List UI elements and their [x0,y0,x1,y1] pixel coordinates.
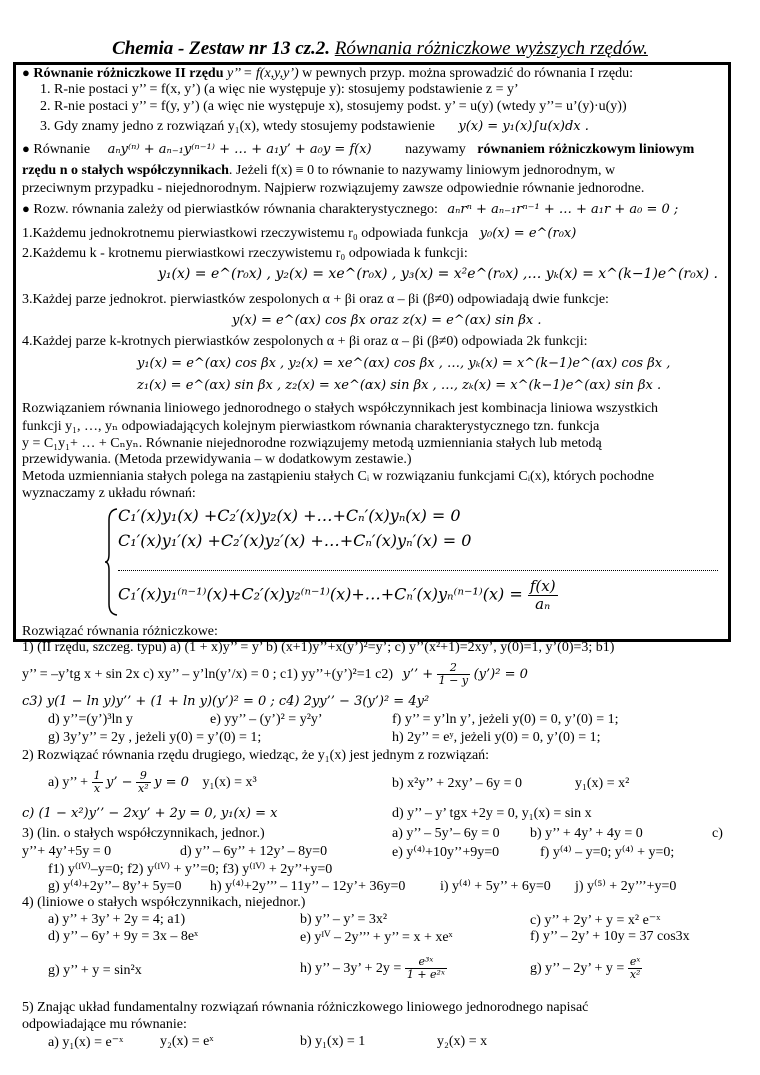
exercise-5-a-y2: y₂(x) = eˣ [160,1034,214,1049]
fraction-denominator: x² [138,782,149,796]
exercise-3-j: j) y⁽⁵⁾ + 2y’’’+y=0 [575,879,677,894]
text-char-eq: Rozw. równania zależy od pierwiastków równania charakterystycznego: [33,202,438,217]
exercise-1-b1-c: y’’ = –y’tg x + sin 2x c) xy’’ – y’ln(y’/x) = 0 ; c1) yy’’+(y’)²=1 c2) [22,666,394,682]
theory-line-14: 4.Każdej parze k-krotnych pierwiastków zespolonych α + βi oraz α – βi (β≠0) odpowiada 2k funkcji: [22,334,588,349]
eq-second-order: y’’ = f(x,y,y’) [223,66,299,81]
exercises-heading: Rozwiązać równania różniczkowe: [22,624,218,639]
fraction-denominator: x [93,782,101,796]
exercise-1-h: h) 2y’’ = eʸ, jeżeli y(0) = 0, y’(0) = 1; [392,730,601,745]
text-homogeneous: . Jeżeli f(x) ≡ 0 to równanie to nazywamy liniowym jednorodnym, w [228,163,616,178]
exercise-2-a-fraction-2 [136,770,151,795]
fraction-numerator: 1 [93,769,101,782]
exercise-3-heading: 3) (lin. o stałych współczynnikach, jednor.) [22,826,265,841]
exercise-3-c: y’’+ 4y’+5y = 0 [22,844,112,859]
text-rule-1: 1.Każdemu jednokrotnemu pierwiastkowi rzeczywistemu r₀ odpowiada funkcja [22,226,469,241]
exercise-2-b-y1: y₁(x) = x² [575,776,630,791]
system-row-1: C₁′(x)y₁(x) +C₂′(x)y₂(x) +…+Cₙ′(x)yₙ(x) = 0 [118,506,461,525]
exercise-1-c2-lhs: y’’ + [402,666,434,682]
exercise-5-heading-cont: odpowiadające mu równanie: [22,1017,187,1032]
bullet-icon: ● [22,201,30,216]
exercise-3-a: a) y’’ – 5y’– 6y = 0 [392,826,500,841]
exercise-3-d: d) y’’ – 6y’’ + 12y’ – 8y=0 [180,844,328,859]
bullet-icon: ● [22,141,30,156]
eq-linear-n: aₙy⁽ⁿ⁾ + aₙ₋₁y⁽ⁿ⁻¹⁾ + … + a₁y’ + a₀y = f(x) [107,142,372,157]
title-subtitle: Równania różniczkowe wyższych rzędów. [334,38,648,59]
theory-line-19: y = C₁y₁+ … + Cₙyₙ. Równanie niejednorodne rozwiązujemy metodą uzmienniania stałych lub metodą [22,436,602,451]
eq-substitution: y(x) = y₁(x)∫u(x)dx . [458,119,589,134]
exercise-4-b: b) y’’ – y’ = 3x² [300,912,388,927]
theory-line-17: Rozwiązaniem równania liniowego jednorodnego o stałych współczynnikach jest kombinacja liniowa wszystkich [22,401,659,416]
eq-characteristic: aₙrⁿ + aₙ₋₁rⁿ⁻¹ + … + a₁r + a₀ = 0 ; [447,202,679,217]
exercise-4-g2-fraction [628,956,643,981]
exercise-4-g2-lhs: g) y’’ – 2y’ + y = [530,960,625,976]
text-substitution: 3. Gdy znamy jedno z rozwiązań y₁(x), wtedy stosujemy podstawienie [40,119,435,134]
fraction-denominator: 1 − y [438,674,469,688]
theory-line-5 [22,141,694,158]
system-row-3-fraction [528,578,558,612]
exercise-1-c2-fraction [437,662,470,687]
title-main: Chemia - Zestaw nr 13 cz.2. [112,38,331,59]
eq-rule-1: y₀(x) = e^(r₀x) [479,226,577,241]
system-row-2: C₁′(x)y₁′(x) +C₂′(x)y₂′(x) +…+Cₙ′(x)yₙ′(x) = 0 [118,531,472,550]
exercise-1-line-1: 1) (II rzędu, szczeg. typu) a) (1 + x)y’’ = y’ b) (x+1)y’’+x(y’)²=y’; c) y’’(x²+1)=2xy’, y(0)=1, y’(0)=3; b1) [22,640,615,655]
exercise-4-f: f) y’’ – 2y’ + 10y = 37 cos3x [530,929,690,944]
fraction-denominator: x² [629,968,641,982]
eq-rule-4-z: z₁(x) = e^(αx) sin βx , z₂(x) = xe^(αx) sin βx , …, zₖ(x) = x^(k−1)e^(αx) sin βx . [137,378,662,393]
system-row-3-lhs: C₁′(x)y₁⁽ⁿ⁻¹⁾(x)+C₂′(x)y₂⁽ⁿ⁻¹⁾(x)+…+Cₙ′(x)yₙ⁽ⁿ⁻¹⁾(x) = [118,584,523,604]
exercise-2-a-y1: y₁(x) = x³ [202,774,257,790]
exercise-5-a-y1: a) y₁(x) = e⁻ˣ [48,1035,124,1050]
exercise-3-c-label: c) [712,826,723,841]
exercise-3-i: i) y⁽⁴⁾ + 5y’’ + 6y=0 [440,879,551,894]
eq-rule-4-y: y₁(x) = e^(αx) cos βx , y₂(x) = xe^(αx) cos βx , …, yₖ(x) = x^(k−1)e^(αx) cos βx , [137,356,671,371]
system-row-3 [118,578,558,612]
exercise-2-a-mid: y’ − [106,774,133,790]
exercise-3-g: g) y⁽⁴⁾+2y’’– 8y’+ 5y=0 [48,879,182,894]
exercise-2-b: b) x²y’’ + 2xy’ – 6y = 0 [392,776,523,791]
exercise-2-a-rhs: y = 0 [154,774,189,790]
exercise-2-a-fraction-1 [92,770,103,795]
theory-line-4 [40,119,589,135]
text-reduce: w pewnych przyp. można sprowadzić do równania I rzędu: [298,66,633,81]
fraction-denominator: 1 + e²ˣ [406,968,445,982]
exercise-1-line-2 [22,662,528,687]
exercise-4-a: a) y’’ + 3y’ + 2y = 4; a1) [48,912,186,927]
exercise-3-f123: f1) y⁽ᴵⱽ⁾–y=0; f2) y⁽ᴵⱽ⁾ + y’’=0; f3) y⁽ᴵⱽ⁾ + 2y’’+y=0 [48,862,333,877]
exercise-2-a [48,770,257,795]
theory-line-6 [22,163,615,179]
exercise-3-e: e) y⁽⁴⁾+10y’’+9y=0 [392,845,500,860]
exercise-2-c: c) (1 − x²)y’’ − 2xy’ + 2y = 0, y₁(x) = x [22,806,278,821]
exercise-1-c2-rhs: (y’)² = 0 [473,666,528,682]
exercise-3-f: f) y⁽⁴⁾ – y=0; y⁽⁴⁾ + y=0; [540,845,675,860]
exercise-5-b-y2: y₂(x) = x [437,1034,488,1049]
exercise-4-h-lhs: h) y’’ – 3y’ + 2y = [300,960,402,976]
fraction-numerator: 2 [437,662,470,675]
exercise-2-d: d) y’’ – y’ tgx +2y = 0, y₁(x) = sin x [392,806,592,821]
exercise-2-heading: 2) Rozwiązać równania rzędu drugiego, wiedząc, że y₁(x) jest jednym z rozwiązań: [22,748,490,763]
theory-line-1 [22,65,633,82]
exercise-4-g: g) y’’ + y = sin²x [48,963,142,978]
eq-rule-2: y₁(x) = e^(r₀x) , y₂(x) = xe^(r₀x) , y₃(x) = x²e^(r₀x) ,… yₖ(x) = x^(k−1)e^(r₀x) . [158,266,718,282]
exercise-4-d: d) y’’ – 6y’ + 9y = 3x – 8eˣ [48,929,199,944]
theory-line-18: funkcji y₁, …, yₙ odpowiadających kolejnym pierwiastkom równania charakterystycznego tzn. funkcja [22,419,600,434]
theory-line-10: 2.Każdemu k - krotnemu pierwiastkowi rzeczywistemu r₀ odpowiada k funkcji: [22,246,468,261]
theory-line-8 [22,201,678,218]
exercise-3-h: h) y⁽⁴⁾+2y’’’ – 11y’’ – 12y’+ 36y=0 [210,879,406,894]
exercise-3-b: b) y’’ + 4y’ + 4y = 0 [530,826,643,841]
text-equation: Równanie [33,142,91,157]
exercise-5-heading: 5) Znając układ fundamentalny rozwiązań równania różniczkowego liniowego jednorodnego napisać [22,1000,589,1015]
eq-rule-3: y(x) = e^(αx) cos βx oraz z(x) = e^(αx) sin βx . [232,313,542,328]
fraction-numerator: eˣ [628,956,643,969]
left-brace-icon [104,508,118,616]
exercise-1-c3-c4: c3) y(1 − ln y)y’’ + (1 + ln y)(y’)² = 0 ; c4) 2yy’’ − 3(y’)² = 4y² [22,694,430,709]
term-const-coeff: rzędu n o stałych współczynnikach [22,163,229,178]
fraction-numerator: e³ˣ [405,956,447,969]
exercise-4-h [300,956,447,981]
theory-line-3: 2. R-nie postaci y’’ = f(y, y’) (a więc nie występuje x), stosujemy podst. y’ = u(y) (wtedy y’’= u’(y)·u(y)) [40,99,627,114]
exercise-1-g: g) 3y’y’’ = 2y , jeżeli y(0) = y’(0) = 1; [48,730,262,745]
bullet-icon: ● [22,65,30,80]
page-title [0,38,760,60]
term-second-order: Równanie różniczkowe II rzędu [33,66,224,81]
term-linear-eq: równaniem różniczkowym liniowym [477,142,695,157]
exercise-4-e: e) yᴵⱽ – 2y’’’ + y’’ = x + xeˣ [300,930,453,945]
theory-line-21: Metoda uzmienniania stałych polega na zastąpieniu stałych Cᵢ w rozwiązaniu funkcjami Cᵢ(x), których pochodne [22,469,655,484]
theory-line-22: wyznaczamy z układu równań: [22,486,196,501]
system-dotted-separator [118,570,718,571]
exercise-4-h-fraction [405,956,447,981]
text-called: nazywamy [405,142,466,157]
exercise-4-heading: 4) (liniowe o stałych współczynnikach, niejednor.) [22,895,306,910]
fraction-denominator: aₙ [535,594,551,613]
exercise-5-b-y1: b) y₁(x) = 1 [300,1034,366,1049]
exercise-4-g2 [530,956,642,981]
theory-line-7: przeciwnym przypadku - niejednorodnym. Najpierw rozwiązujemy zawsze odpowiednie równanie jednorodne. [22,181,645,196]
fraction-numerator: f(x) [529,577,556,595]
theory-line-9 [22,226,576,242]
exercise-2-a-lhs: a) y’’ + [48,774,89,790]
exercise-1-f: f) y’’ = y’ln y’, jeżeli y(0) = 0, y’(0) = 1; [392,712,619,727]
exercise-1-d: d) y’’=(y’)³ln y [48,712,133,727]
theory-line-2: 1. R-nie postaci y’’ = f(x, y’) (a więc nie występuje y): stosujemy podstawienie z = y’ [40,82,519,97]
exercise-1-e: e) yy’’ – (y’)² = y²y’ [210,712,323,727]
theory-line-20: przewidywania. (Metoda przewidywania – w dodatkowym zestawie.) [22,452,412,467]
exercise-4-c: c) y’’ + 2y’ + y = x² e⁻ˣ [530,913,661,928]
theory-line-12: 3.Każdej parze jednokrot. pierwiastków zespolonych α + βi oraz α – βi (β≠0) odpowiadają dwie funkcje: [22,292,609,307]
fraction-numerator: 9 [136,770,151,783]
